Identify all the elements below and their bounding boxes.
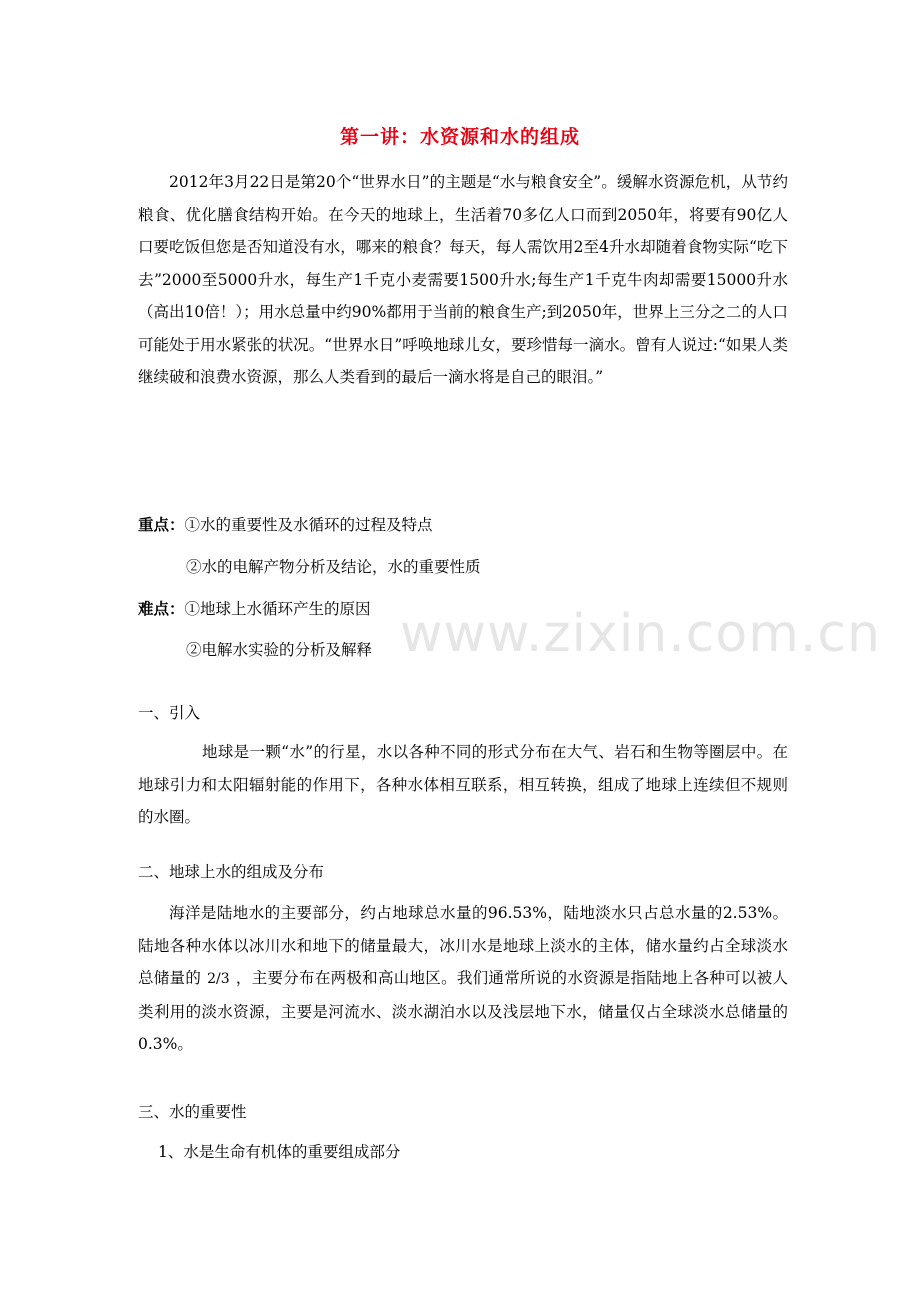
intro-paragraph: 2012年3月22日是第20个“世界水日”的主题是“水与粮食安全”。缓解水资源危机，从节约粮食、优化膳食结构开始。在今天的地球上，生活着70多亿人口而到2050年，将要有90亿人口要吃饭但您是否知道没有水，哪来的粮食？每天，每人需饮用2至4升水却随着食物实际“吃下去”2000至5000升水，每生产1千克小麦需要1500升水;每生产1千克牛肉却需要15000升水（高出10倍！）；用水总量中约90%都用于当前的粮食生产;到2050年，世界上三分之二的人口可能处于用水紧张的状况。“世界水日”呼唤地球儿女，要珍惜每一滴水。曾有人说过:“如果人类继续破和浪费水资源，那么人类看到的最后一滴水将是自己的眼泪。” xyxy=(138,173,788,386)
key-points-label: 重点： xyxy=(138,516,185,534)
fraction-two-thirds: 2/3 xyxy=(207,971,230,987)
section2-body-part2: ，主要分布在两极和高山地区。我们通常所说的水资源是指陆地上各种可以被人类利用的淡水资源，主要是河流水、淡水湖泊水以及浅层地下水，储量仅占全球淡水总储量的0.3%。 xyxy=(138,969,788,1053)
section1-body: 地球是一颗“水”的行星，水以各种不同的形式分布在大气、岩石和生物等圈层中。在地球引力和太阳辐射能的作用下，各种水体相互联系，相互转换，组成了地球上连续但不规则的水圈。 xyxy=(138,743,788,826)
section3-item-1: 1、水是生命有机体的重要组成部分 xyxy=(158,1143,401,1161)
difficulties-label: 难点： xyxy=(138,600,185,618)
key-points-item-1: ①水的重要性及水循环的过程及特点 xyxy=(184,516,433,534)
difficulties-line-1 xyxy=(138,597,371,619)
watermark: www.zixin.com.cn xyxy=(400,604,881,664)
section2-body-part1: 海洋是陆地水的主要部分，约占地球总水量的96.53%，陆地淡水只占总水量的2.53%。陆地各种水体以冰川水和地下的储量最大，冰川水是地球上淡水的主体，储水量约占全球淡水总储量的 xyxy=(138,904,788,987)
key-points-line-1 xyxy=(138,513,433,535)
page-title: 第一讲：水资源和水的组成 xyxy=(339,126,580,148)
key-points-item-2: ②水的电解产物分析及结论，水的重要性质 xyxy=(186,558,481,576)
difficulties-item-2: ②电解水实验的分析及解释 xyxy=(186,641,373,659)
section1-heading: 一、引入 xyxy=(138,704,201,722)
section2-heading: 二、地球上水的组成及分布 xyxy=(138,863,325,881)
section2-body xyxy=(138,897,788,1061)
section3-heading: 三、水的重要性 xyxy=(138,1103,247,1121)
difficulties-item-1: ①地球上水循环产生的原因 xyxy=(184,600,371,618)
